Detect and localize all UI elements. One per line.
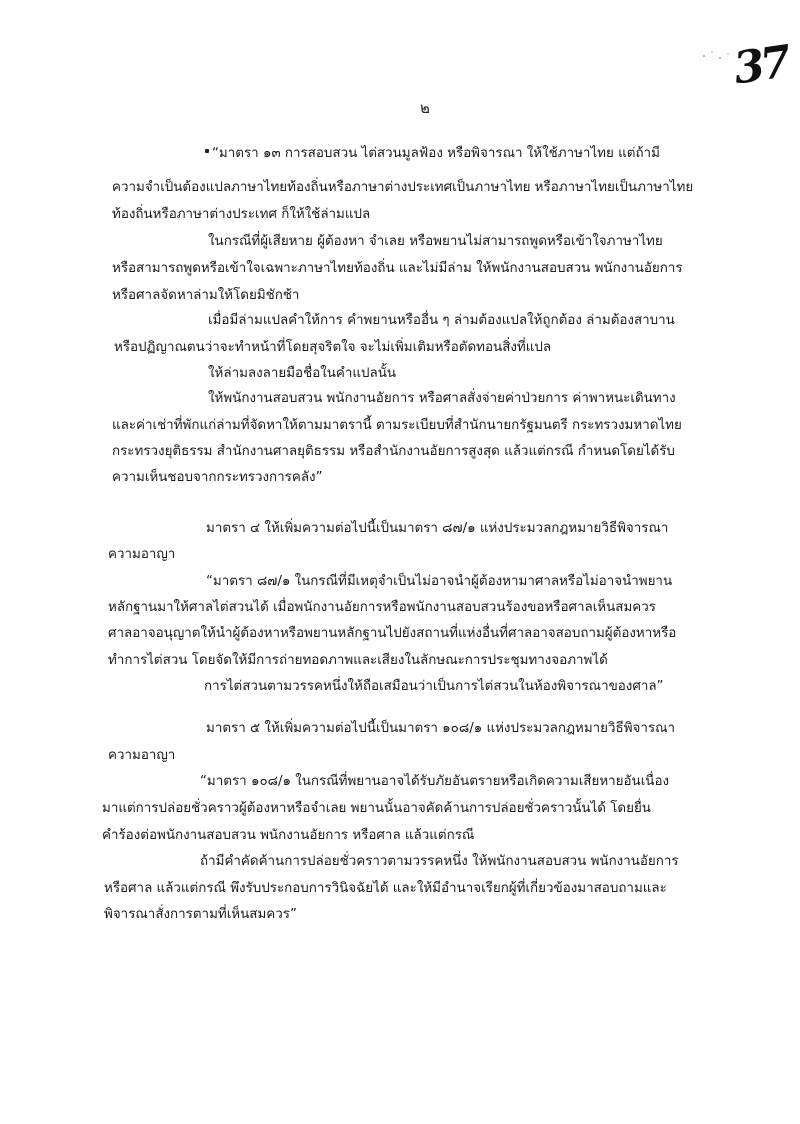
text-line: พิจารณาสั่งการตามที่เห็นสมควร” (104, 907, 297, 922)
text-line: หรือศาลจัดหาล่ามให้โดยมิชักช้า (112, 288, 300, 303)
text-line: การไต่สวนตามวรรคหนึ่งให้ถือเสมือนว่าเป็นการไต่สวนในห้องพิจารณาของศาล” (204, 679, 664, 694)
text-line: คำร้องต่อพนักงานสอบสวน พนักงานอัยการ หรือศาล แล้วแต่กรณี (102, 828, 475, 843)
text-line: เมื่อมีล่ามแปลคำให้การ คำพยานหรืออื่น ๆ ล่ามต้องแปลให้ถูกต้อง ล่ามต้องสาบาน (208, 313, 675, 328)
text-line: “มาตรา ๑๓ การสอบสวน ไต่สวนมูลฟ้อง หรือพิจารณา ให้ใช้ภาษาไทย แต่ถ้ามี (212, 146, 660, 161)
section-heading-line: มาตรา ๔ ให้เพิ่มความต่อไปนี้เป็นมาตรา ๘๗/๑ แห่งประมวลกฎหมายวิธีพิจารณา (206, 521, 669, 536)
text-line: ทำการไต่สวน โดยจัดให้มีการถ่ายทอดภาพและเสียงในลักษณะการประชุมทางจอภาพได้ (108, 653, 608, 668)
text-line: “มาตรา ๘๗/๑ ในกรณีที่มีเหตุจำเป็นไม่อาจนำผู้ต้องหามาศาลหรือไม่อาจนำพยาน (206, 574, 673, 589)
text-line: หรือสามารถพูดหรือเข้าใจเฉพาะภาษาไทยท้องถิ่น และไม่มีล่าม ให้พนักงานสอบสวน พนักงานอัยการ (112, 261, 683, 276)
text-line: กระทรวงยุติธรรม สำนักงานศาลยุติธรรม หรือสำนักงานอัยการสูงสุด แล้วแต่กรณี กำหนดโดยได้รับ (112, 444, 675, 459)
text-line: ให้ล่ามลงลายมือชื่อในคำแปลนั้น (208, 366, 397, 381)
text-line: ให้พนักงานสอบสวน พนักงานอัยการ หรือศาลสั่งจ่ายค่าป่วยการ ค่าพาหนะเดินทาง (208, 391, 676, 406)
section-heading-line: มาตรา ๕ ให้เพิ่มความต่อไปนี้เป็นมาตรา ๑๐๘/๑ แห่งประมวลกฎหมายวิธีพิจารณา (206, 721, 676, 736)
text-line: และค่าเช่าที่พักแก่ล่ามที่จัดหาให้ตามมาตรานี้ ตามระเบียบที่สำนักนายกรัฐมนตรี กระทรวงมหาดไทย (112, 418, 682, 433)
text-line: ความเห็นชอบจากกระทรวงการคลัง” (112, 470, 323, 485)
bullet-mark (205, 149, 209, 153)
text-line: หรือศาล แล้วแต่กรณี พึงรับประกอบการวินิจฉัยได้ และให้มีอำนาจเรียกผู้ที่เกี่ยวข้องมาสอบถามและ (104, 881, 667, 896)
page-number: ๒ (420, 99, 430, 117)
text-line: หลักฐานมาให้ศาลไต่สวนได้ เมื่อพนักงานอัยการหรือพนักงานสอบสวนร้องขอหรือศาลเห็นสมควร (108, 600, 656, 615)
text-line: ความอาญา (108, 748, 176, 763)
text-line: ศาลอาจอนุญาตให้นำผู้ต้องหาหรือพยานหลักฐานไปยังสถานที่แห่งอื่นที่ศาลอาจสอบถามผู้ต้องหาหรือ (108, 626, 677, 641)
text-line: ท้องถิ่นหรือภาษาต่างประเทศ ก็ให้ใช้ล่ามแปล (112, 207, 371, 222)
text-line: ความจำเป็นต้องแปลภาษาไทยท้องถิ่นหรือภาษาต่างประเทศเป็นภาษาไทย หรือภาษาไทยเป็นภาษาไทย (112, 180, 694, 195)
text-line: หรือปฏิญาณตนว่าจะทำหน้าที่โดยสุจริตใจ จะไม่เพิ่มเติมหรือตัดทอนสิ่งที่แปล (114, 340, 552, 355)
handwritten-page-number: 37 (730, 36, 791, 95)
text-line: มาแต่การปล่อยชั่วคราวผู้ต้องหาหรือจำเลย พยานนั้นอาจคัดค้านการปล่อยชั่วคราวนั้นได้ โดยยื่น (102, 801, 651, 816)
text-line: ในกรณีที่ผู้เสียหาย ผู้ต้องหา จำเลย หรือพยานไม่สามารถพูดหรือเข้าใจภาษาไทย (208, 234, 663, 249)
text-line: ถ้ามีคำคัดค้านการปล่อยชั่วคราวตามวรรคหนึ่ง ให้พนักงานสอบสวน พนักงานอัยการ (200, 854, 679, 869)
text-line: “มาตรา ๑๐๘/๑ ในกรณีที่พยานอาจได้รับภัยอันตรายหรือเกิดความเสียหายอันเนื่อง (200, 774, 670, 789)
text-line: ความอาญา (108, 547, 176, 562)
